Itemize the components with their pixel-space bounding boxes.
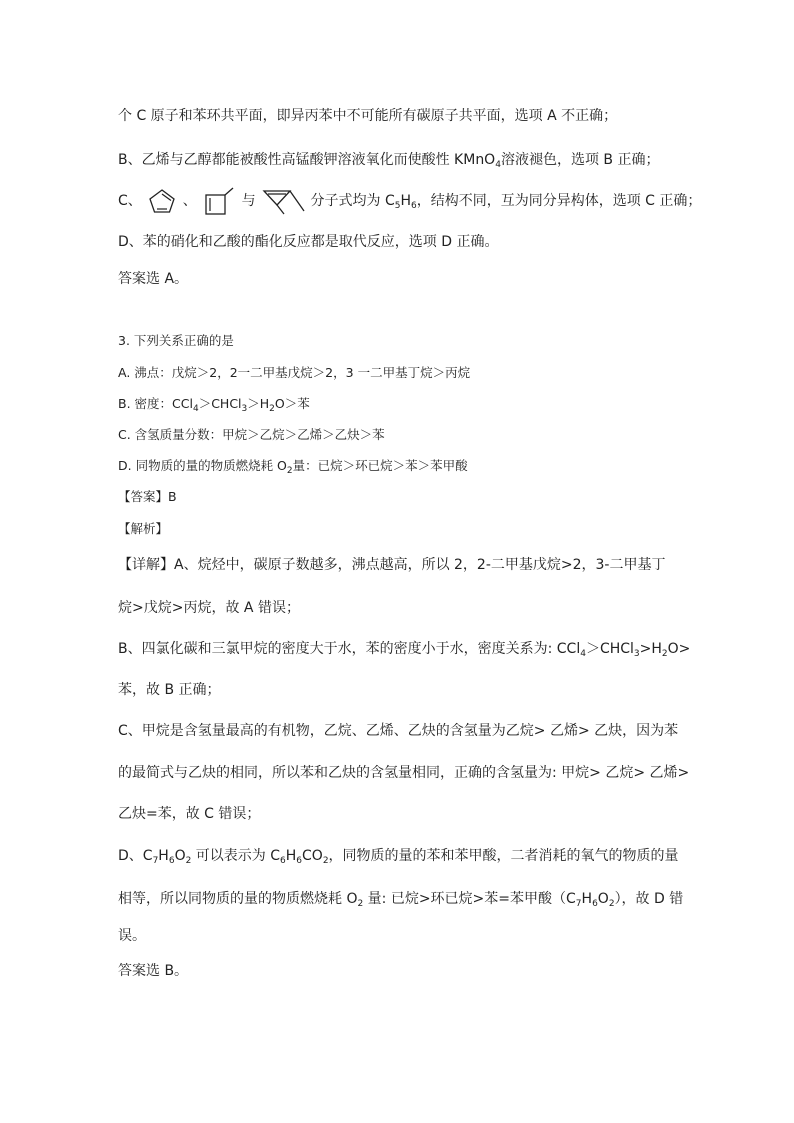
text-span: H: [400, 193, 411, 209]
subscript: 2: [661, 649, 668, 659]
methylcyclobutadiene-structure: [201, 186, 237, 216]
subscript: 3: [633, 649, 640, 659]
text-span: O: [597, 891, 609, 907]
subscript: 6: [592, 899, 598, 909]
text-span: 量：已烷＞环已烷＞苯＞苯甲酸: [292, 458, 468, 473]
subscript: 2: [322, 856, 329, 866]
option-b-explanation: [118, 151, 659, 174]
text-span: ），故 D 错: [614, 891, 684, 907]
cyclopentadiene-structure: [146, 187, 178, 215]
detail-line: 乙炔=苯，故 C 错误；: [118, 806, 261, 822]
subscript: 6: [411, 201, 417, 211]
text-span: C、: [118, 193, 142, 209]
subscript: 2: [286, 466, 293, 476]
option-b: [118, 395, 310, 418]
subscript: 6: [168, 856, 175, 866]
detail-tag: 【详解】: [118, 557, 174, 573]
text-span: B、乙烯与乙醇都能被酸性高锰酸钾溶液氧化而使酸性 KMnO: [118, 152, 496, 168]
question-stem: 3. 下列关系正确的是: [118, 333, 234, 348]
text-span: 可以表示为 C: [191, 848, 281, 864]
text-span: 与: [241, 193, 256, 209]
text-span: 、: [182, 193, 197, 209]
detail-line: C、甲烷是含氢量最高的有机物，乙烷、乙烯、乙炔的含氢量为乙烷> 乙烯> 乙炔，因为苯: [118, 723, 679, 739]
subscript: 6: [296, 856, 303, 866]
option-c: C. 含氢质量分数：甲烷＞乙烷＞乙烯＞乙炔＞苯: [118, 427, 385, 442]
text-span: 溶液褪色，选项 B 正确；: [500, 152, 660, 168]
text-span: H: [158, 848, 169, 864]
subscript: 4: [580, 649, 586, 659]
text-span: 分子式均为 C: [310, 193, 395, 209]
text-span: D、C: [118, 848, 153, 864]
detail-line: 的最简式与乙炔的相同，所以苯和乙炔的含氢量相同，正确的含氢量为: 甲烷> 乙烷> 乙烯>: [118, 765, 690, 781]
subscript: 7: [152, 856, 159, 866]
text-span: D. 同物质的量的物质燃烧耗 O: [118, 458, 287, 473]
text-span: ，同物质的量的苯和苯甲酸，二者消耗的氧气的物质的量: [328, 848, 679, 864]
text-line: 个 C 原子和苯环共平面，即异丙苯中不可能所有碳原子共平面，选项 A 不正确；: [118, 108, 618, 124]
answer-line: [118, 488, 177, 506]
text-span: A、烷烃中，碳原子数越多，沸点越高，所以 2，2-二甲基戊烷>2，3-二甲基丁: [174, 557, 666, 573]
option-d-explanation: D、苯的硝化和乙酸的酯化反应都是取代反应，选项 D 正确。: [118, 234, 499, 250]
text-span: 相等，所以同物质的量的物质燃烧耗 O: [118, 891, 358, 907]
subscript: 5: [394, 201, 401, 211]
subscript: 3: [241, 404, 248, 414]
option-c-explanation: [118, 186, 701, 216]
detail-line: [118, 890, 683, 913]
detail-line: 烷>戊烷>丙烷，故 A 错误；: [118, 600, 300, 616]
option-d: [118, 457, 468, 480]
answer-line: 答案选 A。: [118, 271, 189, 287]
text-span: O＞苯: [274, 396, 310, 411]
final-answer: 答案选 B。: [118, 963, 189, 979]
subscript: 6: [280, 856, 286, 866]
text-span: ，结构不同，互为同分异构体，选项 C 正确；: [416, 193, 702, 209]
detail-line: [118, 556, 666, 574]
subscript: 4: [495, 160, 501, 170]
text-span: ＞CHCl: [585, 641, 634, 657]
detail-line: [118, 847, 679, 870]
text-span: >H: [639, 641, 662, 657]
methylenecyclopropene-structure: [260, 186, 306, 216]
answer-tag: 【答案】: [118, 489, 169, 504]
text-span: CO: [302, 848, 323, 864]
text-span: H: [285, 848, 297, 864]
text-span: O: [174, 848, 186, 864]
text-span: 量: 已烷>环已烷>苯=苯甲酸（C: [363, 891, 576, 907]
text-span: B、四氯化碳和三氯甲烷的密度大于水，苯的密度小于水，密度关系为: CCl: [118, 641, 581, 657]
option-a: A. 沸点：戊烷＞2，2一二甲基戊烷＞2，3 一二甲基丁烷＞丙烷: [118, 365, 471, 380]
subscript: 2: [185, 856, 192, 866]
subscript: 2: [357, 899, 364, 909]
text-span: ＞CHCl: [198, 396, 242, 411]
subscript: 7: [575, 899, 582, 909]
text-span: O>: [667, 641, 691, 657]
answer-value: B: [168, 489, 177, 504]
subscript: 2: [269, 404, 275, 414]
detail-line: 苯，故 B 正确；: [118, 682, 221, 698]
text-span: B. 密度：CCl: [118, 396, 193, 411]
subscript: 4: [192, 404, 199, 414]
text-span: ＞H: [247, 396, 270, 411]
subscript: 2: [608, 899, 615, 909]
analysis-tag: 【解析】: [118, 521, 169, 536]
text-span: H: [581, 891, 593, 907]
detail-line: 误。: [118, 928, 146, 944]
detail-line: [118, 640, 690, 663]
